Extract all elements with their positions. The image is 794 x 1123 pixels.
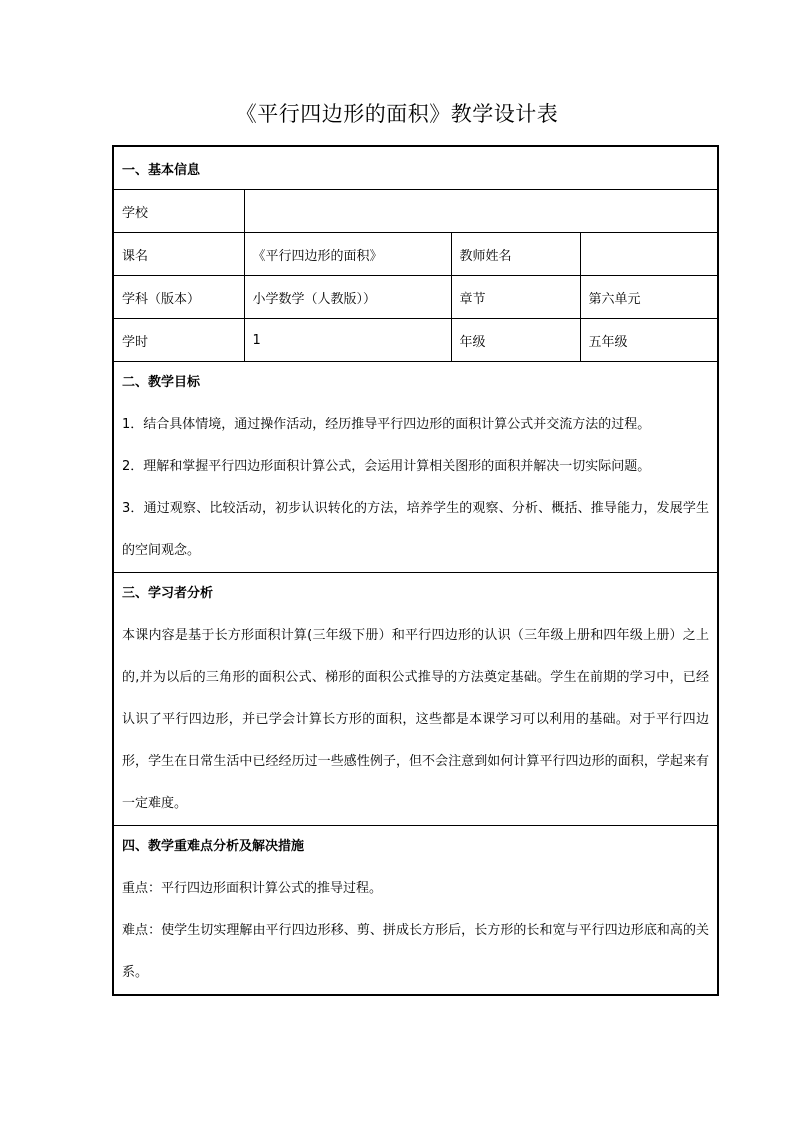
grade-label: 年级	[451, 319, 580, 362]
course-value: 《平行四边形的面积》	[244, 233, 451, 276]
goal-item-2: 2．理解和掌握平行四边形面积计算公式，会运用计算相关图形的面积并解决一切实际问题。	[122, 459, 651, 474]
hours-label: 学时	[113, 319, 244, 362]
focus-text: 重点：平行四边形面积计算公式的推导过程。	[122, 881, 383, 896]
learner-analysis-section	[113, 573, 718, 826]
goal-item-3: 3．通过观察、比较活动，初步认识转化的方法，培养学生的观察、分析、概括、推导能力，发展学生的空间观念。	[122, 501, 710, 558]
keypoints-section	[113, 826, 718, 996]
lesson-plan-table	[112, 145, 719, 996]
teaching-goals-section	[113, 362, 718, 573]
course-label: 课名	[113, 233, 244, 276]
grade-value: 五年级	[580, 319, 718, 362]
teacher-label: 教师姓名	[451, 233, 580, 276]
document-title: 《平行四边形的面积》教学设计表	[235, 102, 559, 126]
chapter-value: 第六单元	[580, 276, 718, 319]
subject-label: 学科（版本）	[113, 276, 244, 319]
keypoints-heading: 四、教学重难点分析及解决措施	[122, 839, 305, 854]
learner-analysis-heading: 三、学习者分析	[122, 586, 214, 601]
chapter-label: 章节	[451, 276, 580, 319]
difficulty-text: 难点：使学生切实理解由平行四边形移、剪、拼成长方形后，长方形的长和宽与平行四边形底和高的关系。	[122, 923, 710, 980]
school-label: 学校	[113, 190, 244, 233]
subject-value: 小学数学（人教版））	[244, 276, 451, 319]
learner-analysis-text: 本课内容是基于长方形面积计算(三年级下册）和平行四边形的认识（三年级上册和四年级上册）之上的,并为以后的三角形的面积公式、梯形的面积公式推导的方法奠定基础。学生在前期的学习中，已经认识了平行四边形，并已学会计算长方形的面积，这些都是本课学习可以利用的基础。对于平行四边形，学生在日常生活中已经经历过一些感性例子，但不会注意到如何计算平行四边形的面积，学起来有一定难度。	[122, 628, 710, 811]
teacher-value	[580, 233, 718, 276]
goal-item-1: 1．结合具体情境，通过操作活动，经历推导平行四边形的面积计算公式并交流方法的过程。	[122, 417, 651, 432]
teaching-goals-heading: 二、教学目标	[122, 375, 201, 390]
basic-info-heading: 一、基本信息	[113, 146, 718, 190]
school-value	[244, 190, 718, 233]
hours-value: 1	[244, 319, 451, 362]
